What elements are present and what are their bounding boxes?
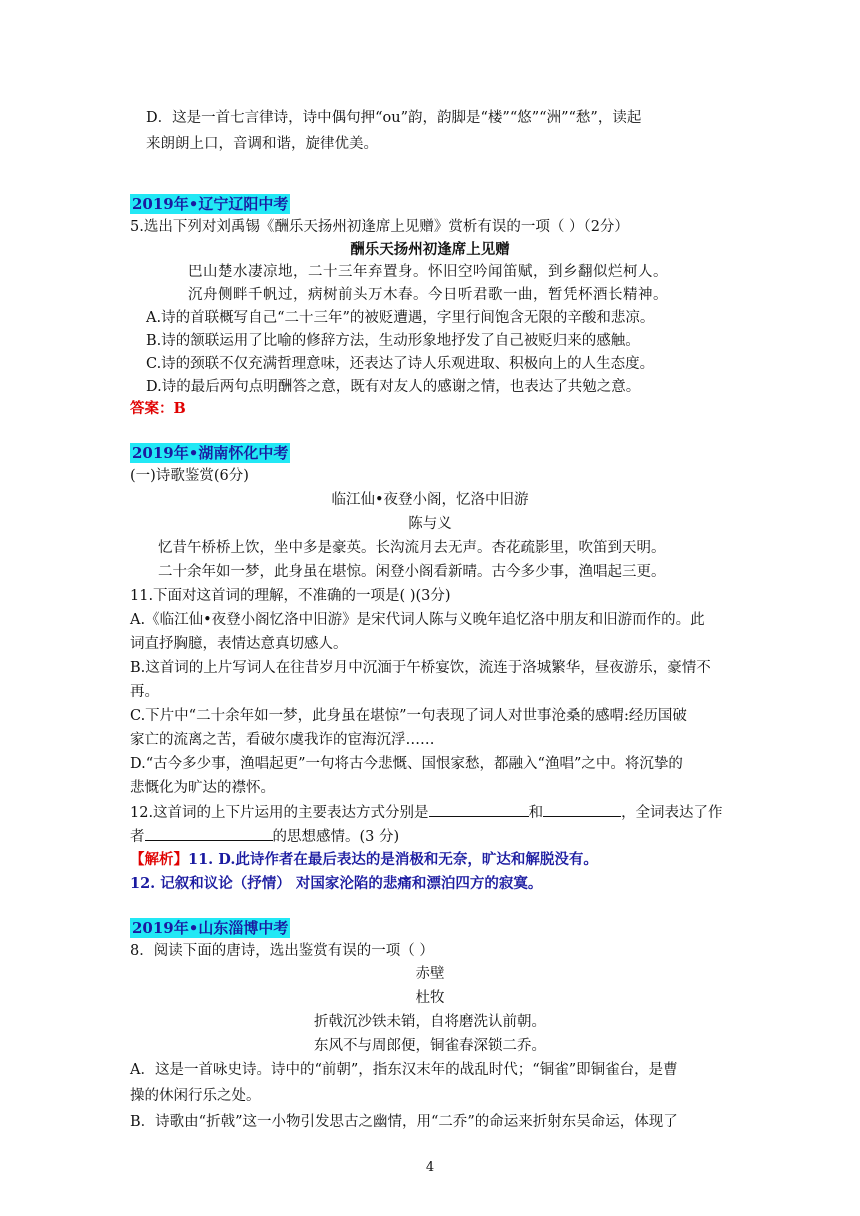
q8-option-b-1: B．诗歌由“折戟”这一小物引发思古之幽情，用“二乔”的命运来折射东吴命运，体现了 bbox=[130, 1114, 678, 1130]
poem-line-2: 沉舟侧畔千帆过，病树前头万木春。今日听君歌一曲，暂凭杯酒长精神。 bbox=[188, 287, 668, 303]
ci-title: 临江仙•夜登小阁，忆洛中旧游 bbox=[331, 492, 529, 508]
q11-option-a-2: 词直抒胸臆，表情达意真切感人。 bbox=[130, 636, 348, 652]
sub-heading: (一)诗歌鉴赏(6分) bbox=[130, 468, 249, 484]
question-8: 8．阅读下面的唐诗，选出鉴赏有误的一项（ ） bbox=[130, 943, 434, 959]
question-11: 11.下面对这首词的理解，不准确的一项是( )(3分) bbox=[130, 588, 451, 604]
blank-2[interactable] bbox=[543, 802, 621, 817]
poem-author-dumu: 杜牧 bbox=[415, 990, 445, 1006]
q8-option-a-2: 操的休闲行乐之处。 bbox=[130, 1088, 261, 1104]
ci-line-1: 忆昔午桥桥上饮，坐中多是豪英。长沟流月去无声。杏花疏影里，吹笛到天明。 bbox=[158, 540, 666, 556]
q11-option-c-2: 家亡的流离之苦，看破尔虞我诈的宦海沉浮…… bbox=[130, 732, 435, 748]
option-a: A.诗的首联概写自己“二十三年”的被贬遭遇，字里行间饱含无限的辛酸和悲凉。 bbox=[146, 310, 655, 326]
q11-option-b-2: 再。 bbox=[130, 684, 159, 700]
option-d-line1: D．这是一首七言律诗，诗中偶句押“ou”韵，韵脚是“楼”“悠”“洲”“愁”，读起 bbox=[146, 110, 642, 126]
section-header-shandong: 2019年•山东淄博中考 bbox=[132, 919, 289, 937]
question-5: 5.选出下列对刘禹锡《酬乐天扬州初逢席上见赠》赏析有误的一项（ ）（2分） bbox=[130, 219, 629, 235]
option-c: C.诗的颈联不仅充满哲理意味，还表达了诗人乐观进取、积极向上的人生态度。 bbox=[146, 356, 655, 372]
q8-option-a-1: A．这是一首咏史诗。诗中的“前朝”，指东汉末年的战乱时代；“铜雀”即铜雀台，是曹 bbox=[130, 1062, 678, 1078]
blank-1[interactable] bbox=[429, 802, 529, 817]
answer: 答案：B bbox=[130, 400, 186, 417]
poem-title: 酬乐天扬州初逢席上见赠 bbox=[350, 241, 510, 258]
option-d: D.诗的最后两句点明酬答之意，既有对友人的感谢之情，也表达了共勉之意。 bbox=[146, 379, 641, 395]
blank-3[interactable] bbox=[145, 826, 273, 841]
option-d-line2: 来朗朗上口，音调和谐，旋律优美。 bbox=[146, 136, 378, 152]
ci-line-2: 二十余年如一梦，此身虽在堪惊。闲登小阁看新晴。古今多少事，渔唱起三更。 bbox=[158, 564, 666, 580]
question-12-line2: 者 的思想感情。(3 分) bbox=[130, 826, 399, 847]
q11-option-d-1: D.“古今多少事，渔唱起更”一句将古今悲慨、国恨家愁，都融入“渔唱”之中。将沉挚的 bbox=[130, 756, 683, 772]
q11-option-b-1: B.这首词的上片写词人在往昔岁月中沉湎于午桥宴饮，流连于洛城繁华，昼夜游乐，豪情不 bbox=[130, 660, 711, 676]
analysis-12: 12. 记叙和议论（抒情） 对国家沦陷的悲痛和漂泊四方的寂寞。 bbox=[130, 875, 543, 892]
chibi-line-1: 折戟沉沙铁未销，自将磨洗认前朝。 bbox=[314, 1014, 546, 1030]
q11-option-c-1: C.下片中“二十余年如一梦，此身虽在堪惊”一句表现了词人对世事沧桑的感喟:经历国破 bbox=[130, 708, 687, 724]
poem-title-chibi: 赤壁 bbox=[415, 966, 445, 982]
question-12-line1: 12.这首词的上下片运用的主要表达方式分别是 和 ，全词表达了作 bbox=[130, 802, 723, 823]
poem-line-1: 巴山楚水凄凉地，二十三年弃置身。怀旧空吟闻笛赋，到乡翻似烂柯人。 bbox=[188, 264, 668, 280]
option-b: B.诗的颔联运用了比喻的修辞方法，生动形象地抒发了自己被贬归来的感触。 bbox=[146, 333, 640, 349]
chibi-line-2: 东风不与周郎便，铜雀春深锁二乔。 bbox=[314, 1038, 546, 1054]
analysis-11: 【解析】11. D.此诗作者在最后表达的是消极和无奈，旷达和解脱没有。 bbox=[130, 851, 598, 868]
section-header-liaoning: 2019年•辽宁辽阳中考 bbox=[132, 195, 289, 213]
q11-option-d-2: 悲慨化为旷达的襟怀。 bbox=[130, 780, 275, 796]
page-number: 4 bbox=[425, 1160, 435, 1175]
section-header-hunan: 2019年•湖南怀化中考 bbox=[132, 444, 289, 462]
ci-author: 陈与义 bbox=[408, 516, 452, 532]
q11-option-a-1: A.《临江仙•夜登小阁忆洛中旧游》是宋代词人陈与义晚年追忆洛中朋友和旧游而作的。此 bbox=[130, 612, 705, 628]
